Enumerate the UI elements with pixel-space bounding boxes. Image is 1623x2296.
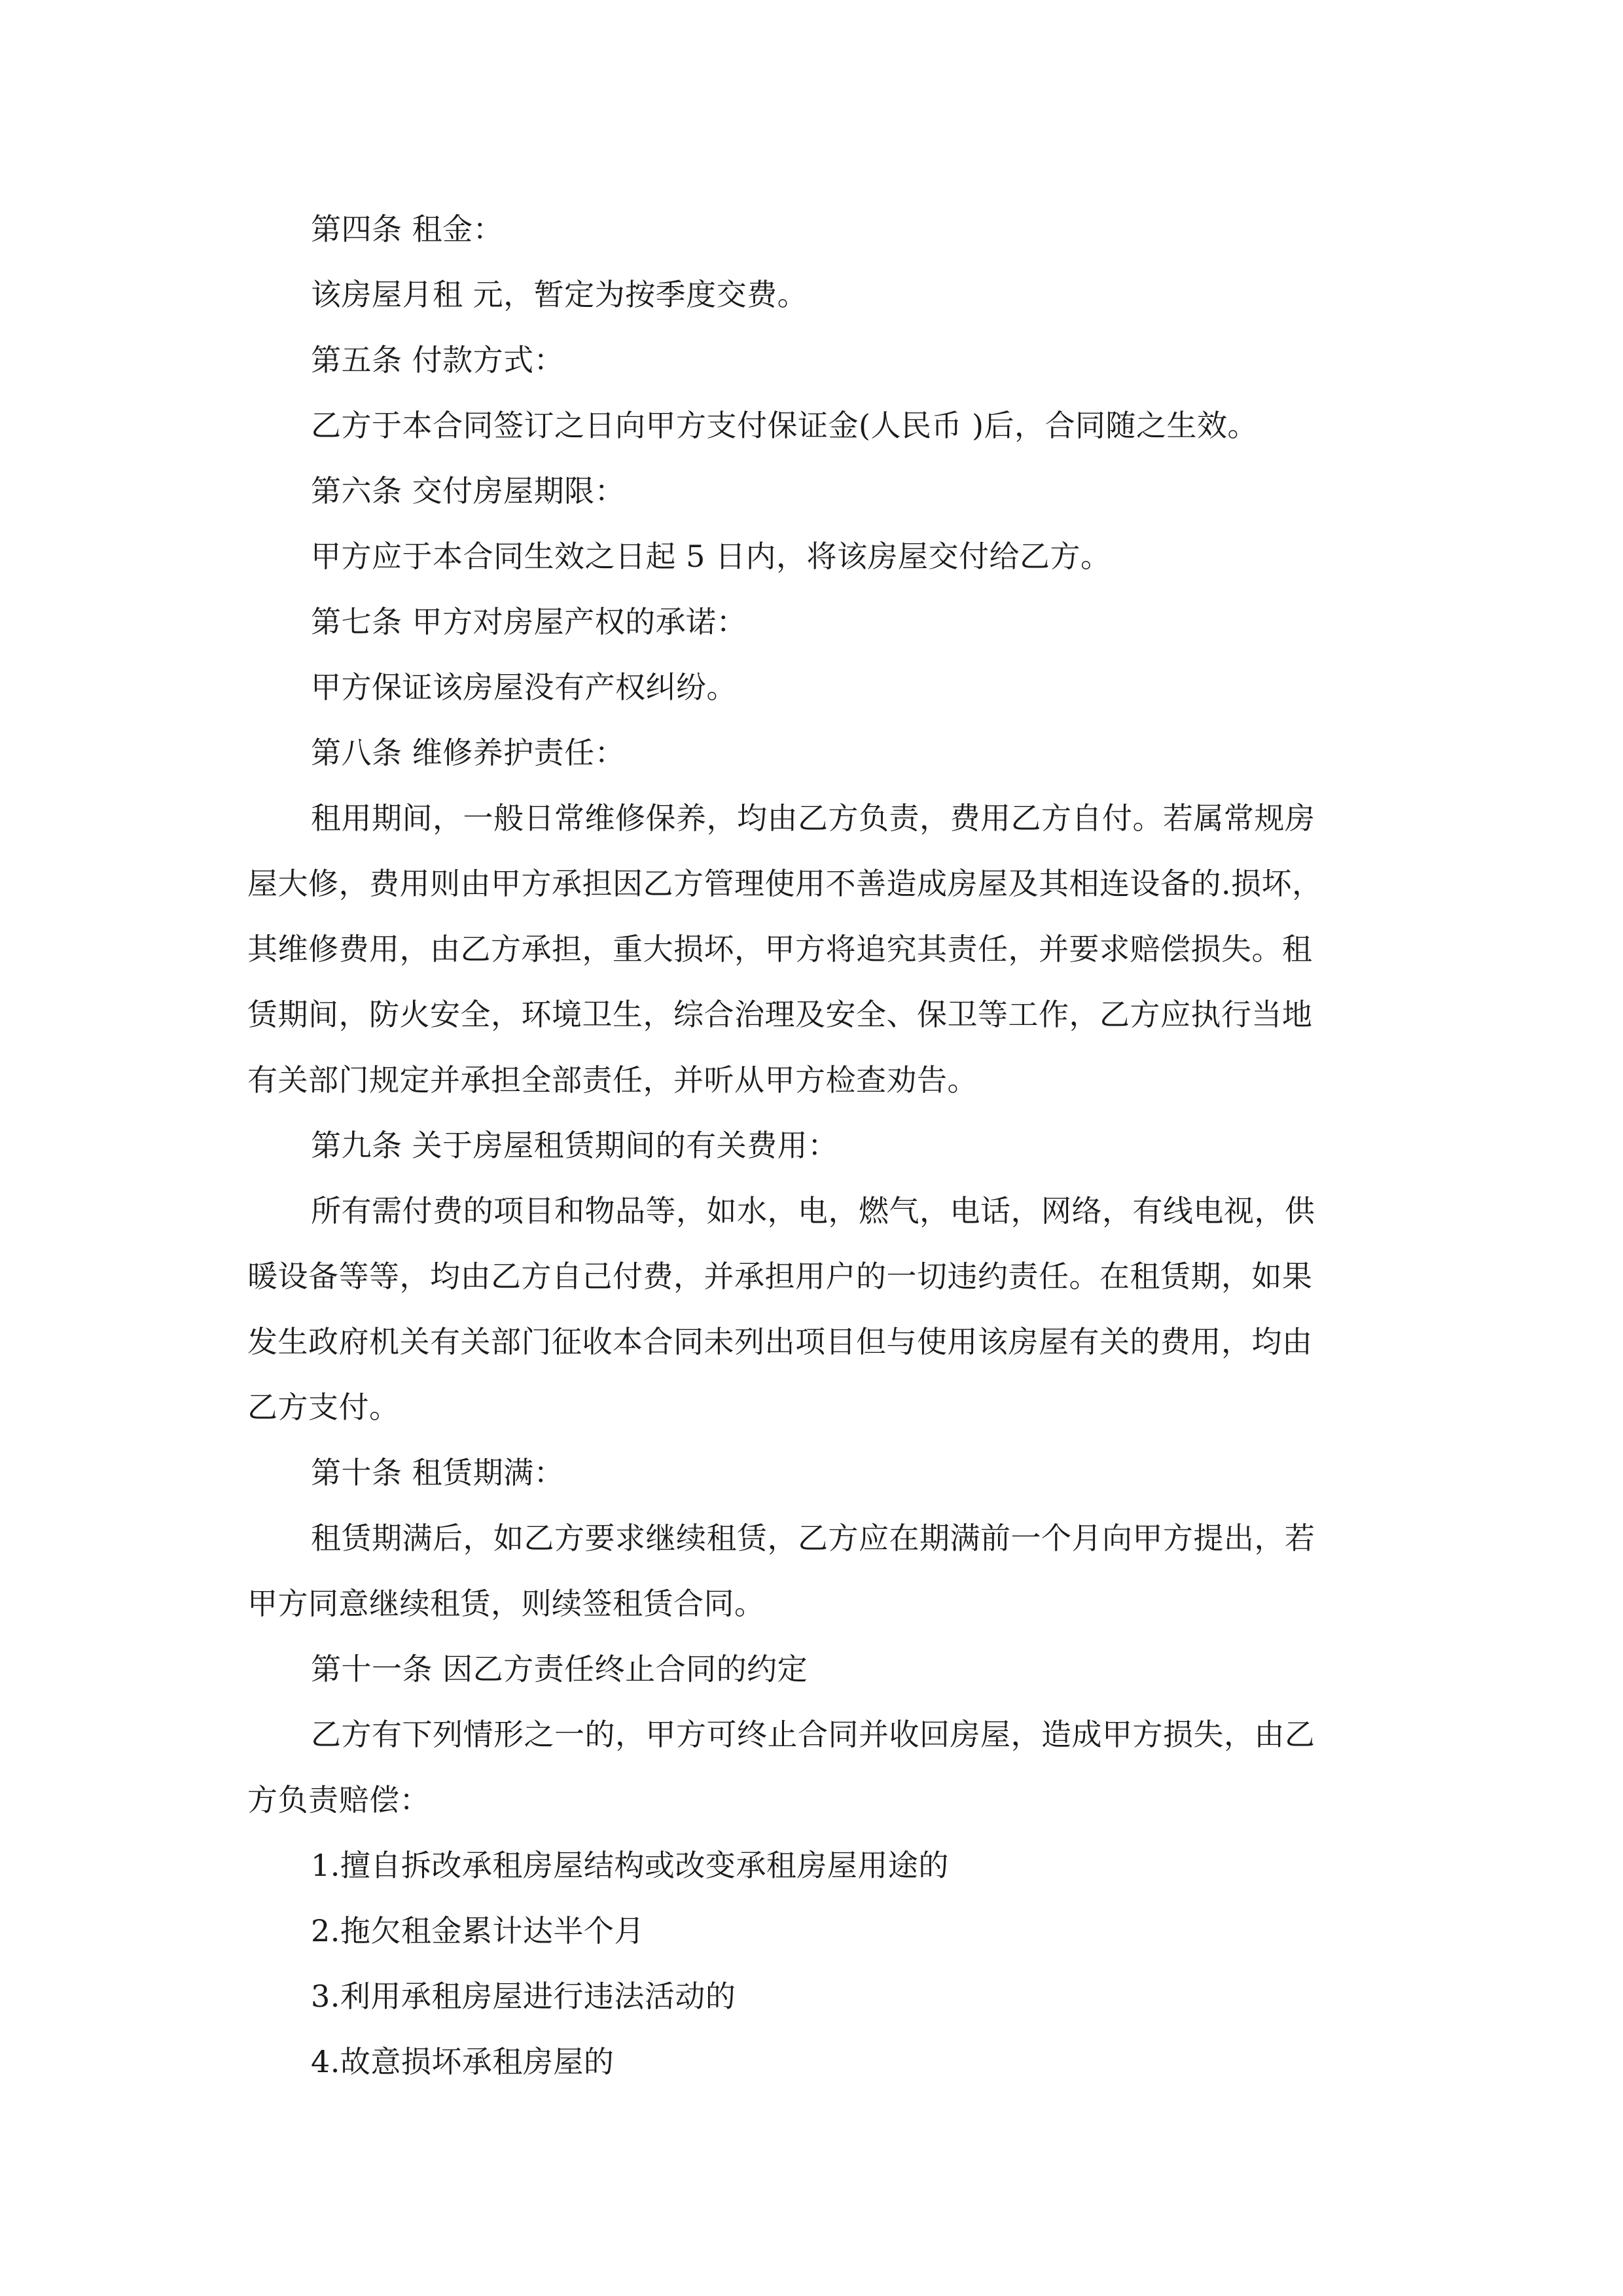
article8-paragraph [247, 785, 1380, 1113]
article10-line: 租赁期满后，如乙方要求继续租赁，乙方应在期满前一个月向甲方提出，若 [311, 1520, 1315, 1556]
article9-line: 所有需付费的项目和物品等，如水，电，燃气，电话，网络，有线电视，供 [311, 1193, 1315, 1229]
article11-paragraph [247, 1702, 1380, 1833]
article4-heading: 第四条 租金： [311, 211, 504, 247]
article6-heading: 第六条 交付房屋期限： [311, 473, 626, 509]
list-item: 3.利用承租房屋进行违法活动的 [311, 1979, 736, 2014]
article11-line: 乙方有下列情形之一的，甲方可终止合同并收回房屋，造成甲方损失，由乙 [311, 1717, 1315, 1752]
document-body [247, 196, 1380, 2094]
article8-line: 租用期间，一般日常维修保养，均由乙方负责，费用乙方自付。若属常规房 [311, 800, 1315, 836]
article11-line: 方负责赔偿： [247, 1782, 430, 1818]
article11-heading: 第十一条 因乙方责任终止合同的约定 [311, 1651, 808, 1687]
list-item: 1.擅自拆改承租房屋结构或改变承租房屋用途的 [311, 1848, 949, 1883]
article5-text: 乙方于本合同签订之日向甲方支付保证金(人民币 )后，合同随之生效。 [311, 408, 1258, 443]
article8-line: 赁期间，防火安全，环境卫生，综合治理及安全、保卫等工作，乙方应执行当地 [247, 997, 1313, 1032]
article7-text: 甲方保证该房屋没有产权纠纷。 [311, 670, 737, 705]
article8-line: 屋大修，费用则由甲方承担因乙方管理使用不善造成房屋及其相连设备的.损坏， [247, 866, 1323, 901]
article9-line: 乙方支付。 [247, 1390, 400, 1425]
list-item: 4.故意损坏承租房屋的 [311, 2044, 615, 2079]
article9-line: 暖设备等等，均由乙方自己付费，并承担用户的一切违约责任。在租赁期，如果 [247, 1259, 1313, 1294]
list-item: 2.拖欠租金累计达半个月 [311, 1913, 645, 1948]
article8-line: 其维修费用，由乙方承担，重大损坏，甲方将追究其责任，并要求赔偿损失。租 [247, 931, 1313, 967]
article8-line: 有关部门规定并承担全部责任，并听从甲方检查劝告。 [247, 1062, 978, 1098]
article7-heading: 第七条 甲方对房屋产权的承诺： [311, 604, 747, 639]
article9-heading: 第九条 关于房屋租赁期间的有关费用： [311, 1128, 838, 1163]
article8-heading: 第八条 维修养护责任： [311, 735, 626, 770]
article5-heading: 第五条 付款方式： [311, 342, 565, 378]
article9-paragraph [247, 1178, 1380, 1440]
article10-line: 甲方同意继续租赁，则续签租赁合同。 [247, 1586, 765, 1621]
article9-line: 发生政府机关有关部门征收本合同未列出项目但与使用该房屋有关的费用，均由 [247, 1324, 1313, 1359]
article10-heading: 第十条 租赁期满： [311, 1455, 565, 1490]
article6-text: 甲方应于本合同生效之日起 5 日内，将该房屋交付给乙方。 [311, 539, 1111, 574]
article10-paragraph [247, 1505, 1380, 1636]
article4-text: 该房屋月租 元，暂定为按季度交费。 [311, 277, 808, 312]
